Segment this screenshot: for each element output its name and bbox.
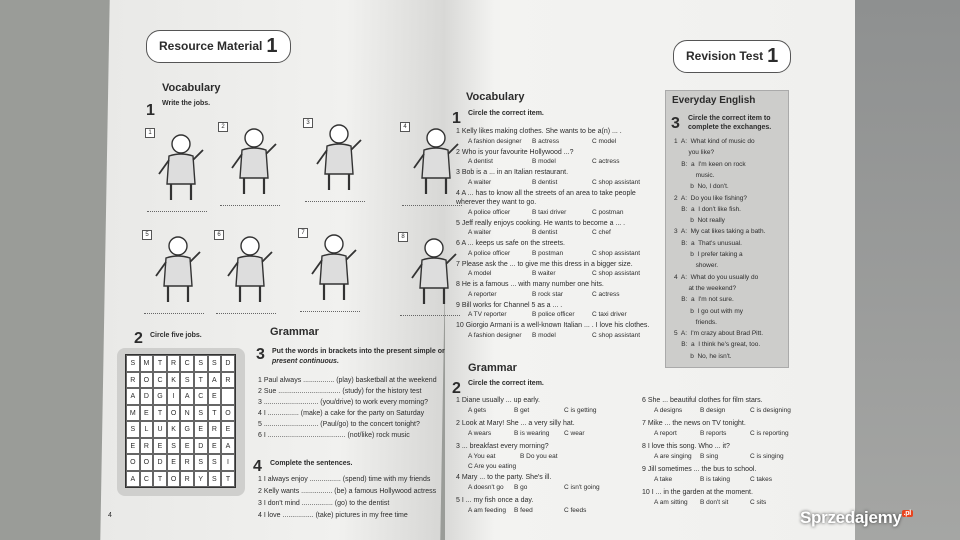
exchange-line: 3 A: My cat likes taking a bath.	[674, 228, 766, 236]
option-a: A doesn't go	[468, 484, 504, 491]
grid-cell[interactable]: S	[194, 355, 208, 372]
left-header-number: 1	[266, 35, 278, 57]
grid-cell[interactable]: S	[180, 372, 194, 389]
left-header	[146, 30, 291, 63]
right-header	[673, 40, 791, 73]
grid-cell[interactable]: D	[194, 438, 208, 455]
option-c: C is designing	[750, 407, 791, 414]
job-picture-7	[298, 228, 362, 306]
option-a: A report	[654, 430, 677, 437]
option-a: A waiter	[468, 178, 492, 186]
option-a: A am sitting	[654, 499, 688, 506]
grammar-question: 9 Jill sometimes ... the bus to school.	[642, 466, 757, 473]
vocab-question: 3 Bob is a ... in an Italian restaurant.	[456, 169, 569, 176]
grammar-item: 5 ............................ (Paul/go) to the concert tonight?	[258, 421, 420, 428]
answer-line[interactable]	[144, 313, 204, 314]
job-picture-2	[218, 122, 282, 200]
person-illustration-icon	[226, 124, 282, 198]
option-b: B postman	[532, 249, 564, 257]
option-a: A dentist	[468, 158, 493, 165]
option-b: B get	[514, 407, 530, 414]
job-picture-8	[398, 232, 462, 310]
exchange-line: 5 A: I'm crazy about Brad Pitt.	[674, 330, 764, 338]
option-b: B design	[700, 407, 726, 414]
grid-cell[interactable]: E	[194, 421, 208, 438]
answer-line[interactable]	[300, 311, 360, 312]
word-search-grid	[125, 354, 236, 488]
grid-cell[interactable]: N	[180, 405, 194, 422]
option-c: C shop assistant	[592, 270, 641, 277]
option-c: C isn't going	[564, 484, 600, 491]
grid-cell[interactable]: C	[180, 355, 194, 372]
option-c: C wear	[564, 430, 585, 437]
grid-cell[interactable]: R	[180, 471, 194, 488]
grid-cell[interactable]: E	[140, 405, 154, 422]
vocab-question: 6 A ... keeps us safe on the streets.	[456, 240, 565, 247]
vocab-question: 9 Bill works for Channel 5 as a ... .	[456, 301, 563, 309]
answer-line[interactable]	[402, 205, 462, 206]
person-illustration-icon	[153, 130, 209, 204]
answer-line[interactable]	[400, 315, 460, 316]
grid-cell[interactable]: D	[221, 355, 235, 372]
left-ex3-instruction-line1: Put the words in brackets into the present simple or	[272, 348, 445, 355]
grid-cell[interactable]: K	[167, 421, 181, 438]
grid-cell[interactable]: S	[126, 355, 140, 372]
grid-cell[interactable]: E	[208, 438, 222, 455]
option-a: A TV reporter	[468, 311, 507, 318]
answer-line[interactable]	[220, 205, 280, 206]
left-grammar-title: Grammar	[270, 326, 319, 338]
grid-cell[interactable]: C	[140, 471, 154, 488]
vocab-question: 2 Who is your favourite Hollywood ...?	[456, 148, 574, 156]
grid-cell[interactable]: E	[167, 454, 181, 471]
grid-cell[interactable]: A	[208, 372, 222, 389]
grid-cell[interactable]: S	[208, 471, 222, 488]
grid-cell[interactable]: S	[194, 405, 208, 422]
complete-item: 1 I always enjoy ................ (spend) time with my friends	[258, 476, 431, 483]
job-picture-1	[145, 128, 209, 206]
grid-cell[interactable]: E	[208, 388, 222, 405]
option-b: B Do you eat	[520, 453, 558, 460]
grid-cell[interactable]: O	[167, 471, 181, 488]
grammar-item: 1 Paul always ................ (play) basketball at the weekend	[258, 377, 437, 384]
exchange-line: b I prefer taking a	[674, 251, 743, 258]
answer-line[interactable]	[305, 201, 365, 202]
grid-cell[interactable]: O	[140, 372, 154, 389]
grid-cell[interactable]: S	[126, 421, 140, 438]
grid-cell[interactable]: E	[221, 421, 235, 438]
right-ex2-number: 2	[452, 380, 461, 397]
option-a: A You eat	[468, 453, 496, 460]
option-c: C shop assistant	[592, 178, 641, 186]
left-ex4-number: 4	[253, 458, 262, 475]
left-header-label: Resource Material	[159, 39, 263, 53]
grid-cell[interactable]: I	[221, 454, 235, 471]
right-ex2-instruction: Circle the correct item.	[468, 380, 544, 387]
watermark-suffix: .pl	[903, 510, 911, 517]
option-c: C is getting	[564, 407, 597, 414]
everyday-english-title: Everyday English	[672, 95, 756, 106]
grid-cell[interactable]: I	[167, 388, 181, 405]
watermark-text: Sprzedajemy	[800, 508, 902, 527]
grid-cell[interactable]: O	[167, 405, 181, 422]
grammar-item: 4 I ................ (make) a cake for the party on Saturday	[258, 410, 425, 417]
right-page	[445, 0, 857, 540]
picture-number: 2	[218, 122, 228, 132]
word-search-box	[117, 348, 245, 496]
left-page-number: 4	[108, 512, 112, 519]
grid-cell[interactable]: C	[194, 388, 208, 405]
grid-cell[interactable]: L	[140, 421, 154, 438]
grid-cell[interactable]: A	[126, 388, 140, 405]
left-ex3-number: 3	[256, 346, 265, 363]
exchange-line: 4 A: What do you usually do	[674, 273, 759, 281]
grid-cell[interactable]: T	[153, 405, 167, 422]
picture-number: 1	[145, 128, 155, 138]
right-header-label: Revision Test	[686, 49, 764, 63]
grid-cell[interactable]: A	[221, 438, 235, 455]
option-c: C is singing	[750, 453, 784, 460]
grammar-question: 1 Diane usually ... up early.	[456, 397, 540, 404]
option-c: C Are you eating	[468, 463, 517, 470]
option-b: B rock star	[532, 290, 564, 298]
grid-cell[interactable]: M	[126, 405, 140, 422]
job-picture-4	[400, 122, 464, 200]
grid-cell[interactable]: T	[221, 471, 235, 488]
option-b: B model	[532, 331, 556, 339]
option-a: A reporter	[468, 290, 497, 298]
option-b: B police officer	[532, 311, 575, 318]
right-header-number: 1	[767, 45, 779, 67]
grid-cell[interactable]: D	[153, 454, 167, 471]
ee-instruction-line2: complete the exchanges.	[688, 124, 772, 131]
left-ex4-instruction: Complete the sentences.	[270, 460, 353, 467]
exchange-line: 1 A: What kind of music do	[674, 138, 755, 145]
grid-cell[interactable]: R	[208, 421, 222, 438]
grid-cell[interactable]: O	[126, 454, 140, 471]
person-illustration-icon	[306, 230, 362, 304]
grid-cell[interactable]: T	[194, 372, 208, 389]
vocab-question: 1 Kelly likes making clothes. She wants to be a(n) ... .	[456, 128, 622, 135]
left-ex1-number: 1	[146, 102, 155, 119]
option-b: B reports	[700, 430, 727, 437]
grid-cell[interactable]: S	[208, 355, 222, 372]
option-a: A model	[468, 270, 492, 277]
grammar-item: 2 Sue ................................ (study) for the history test	[258, 388, 422, 395]
option-c: C taxi driver	[592, 311, 627, 318]
grid-cell[interactable]: S	[208, 454, 222, 471]
option-a: A wears	[468, 430, 492, 437]
grid-cell[interactable]: E	[126, 438, 140, 455]
everyday-english-box	[665, 90, 789, 368]
option-b: B dentist	[532, 178, 558, 186]
vocab-question: 10 Giorgio Armani is a well-known Italian ... . I love his clothes.	[456, 322, 650, 329]
left-ex3-instruction-line2: present continuous.	[272, 358, 339, 365]
exchange-line: music.	[674, 171, 715, 179]
grid-cell[interactable]: T	[208, 405, 222, 422]
vocab-question: 4 A ... has to know all the streets of an area to take people	[456, 189, 636, 197]
desk-background	[855, 0, 960, 540]
option-a: A police officer	[468, 208, 511, 216]
grammar-question: 5 I ... my fish once a day.	[456, 497, 534, 504]
person-illustration-icon	[222, 232, 278, 306]
exchange-line: B: a I'm not sure.	[674, 296, 734, 304]
grammar-question: 3 ... breakfast every morning?	[456, 443, 549, 450]
exchange-line: B: a That's unusual.	[674, 239, 742, 247]
complete-item: 3 I don't mind ................ (go) to the dentist	[258, 500, 390, 507]
option-c: C actress	[592, 290, 620, 298]
picture-number: 7	[298, 228, 308, 238]
option-c: C takes	[750, 476, 773, 483]
complete-item: 2 Kelly wants ................ (be) a famous Hollywood actress	[258, 488, 437, 495]
exchange-line: B: a I'm keen on rock	[674, 160, 746, 168]
picture-number: 3	[303, 118, 313, 128]
option-c: C chef	[592, 229, 611, 236]
vocab-question: 8 He is a famous ... with many number one hits.	[456, 281, 604, 288]
picture-number: 6	[214, 230, 224, 240]
grid-cell[interactable]: Y	[194, 471, 208, 488]
option-c: C sits	[750, 499, 767, 506]
person-illustration-icon	[311, 120, 367, 194]
option-b: B sing	[700, 453, 719, 460]
job-picture-5	[142, 230, 206, 308]
grid-cell[interactable]: R	[167, 355, 181, 372]
exchange-line: b No, I don't.	[674, 183, 729, 191]
exchange-line: you like?	[674, 149, 715, 157]
left-vocabulary-title: Vocabulary	[162, 82, 221, 94]
grid-cell[interactable]: R	[180, 454, 194, 471]
option-c: C postman	[592, 208, 624, 216]
grammar-question: 4 Mary ... to the party. She's ill.	[456, 474, 552, 481]
grid-cell[interactable]: E	[153, 438, 167, 455]
grammar-item: 6 I ........................................ (not/like) rock music	[258, 432, 410, 439]
grid-cell[interactable]: S	[167, 438, 181, 455]
ee-instruction-line1: Circle the correct item to	[688, 115, 771, 122]
option-c: C shop assistant	[592, 331, 641, 339]
option-a: A am feeding	[468, 507, 506, 514]
option-b: B waiter	[532, 270, 556, 277]
option-a: A police officer	[468, 249, 511, 257]
option-a: A designs	[654, 407, 683, 414]
picture-number: 4	[400, 122, 410, 132]
grid-cell[interactable]: A	[126, 471, 140, 488]
grid-cell[interactable]: G	[180, 421, 194, 438]
grid-cell[interactable]: D	[140, 388, 154, 405]
grid-cell[interactable]: O	[140, 454, 154, 471]
complete-item: 4 I love ................ (take) pictures in my free time	[258, 512, 408, 519]
right-ex1-instruction: Circle the correct item.	[468, 110, 544, 117]
grammar-item: 3 ............................ (you/drive) to work every morning?	[258, 399, 428, 406]
person-illustration-icon	[406, 234, 462, 308]
picture-number: 5	[142, 230, 152, 240]
option-b: B go	[514, 484, 528, 491]
option-a: A fashion designer	[468, 137, 522, 145]
grid-cell[interactable]: T	[153, 471, 167, 488]
left-ex2-instruction: Circle five jobs.	[150, 332, 202, 339]
exchange-line: B: a I don't like fish.	[674, 205, 741, 213]
exchange-line: b I go out with my	[674, 307, 743, 315]
grammar-question: 8 I love this song. Who ... it?	[642, 443, 730, 450]
grid-cell[interactable]: A	[180, 388, 194, 405]
grid-cell[interactable]	[221, 388, 235, 405]
grid-cell[interactable]: G	[153, 388, 167, 405]
option-a: A waiter	[468, 229, 492, 236]
option-b: B taxi driver	[532, 208, 567, 216]
right-vocabulary-title: Vocabulary	[466, 91, 525, 103]
option-b: B is wearing	[514, 430, 550, 437]
option-b: B actress	[532, 137, 560, 145]
grammar-question: 7 Mike ... the news on TV tonight.	[642, 420, 746, 427]
person-illustration-icon	[150, 232, 206, 306]
exchange-line: shower.	[674, 262, 719, 270]
picture-number: 8	[398, 232, 408, 242]
option-b: B is taking	[700, 476, 730, 483]
option-b: B don't sit	[700, 499, 729, 506]
job-picture-3	[303, 118, 367, 196]
grid-cell[interactable]: U	[153, 421, 167, 438]
option-a: A gets	[468, 407, 487, 414]
grid-cell[interactable]: R	[126, 372, 140, 389]
option-b: B model	[532, 158, 556, 165]
grid-cell[interactable]: T	[153, 355, 167, 372]
exchange-line: B: a I think he's great, too.	[674, 341, 761, 349]
left-ex1-instruction: Write the jobs.	[162, 100, 211, 107]
option-c: C model	[592, 137, 617, 145]
option-b: B feed	[514, 507, 533, 514]
grid-cell[interactable]: E	[180, 438, 194, 455]
grid-cell[interactable]: K	[167, 372, 181, 389]
exchange-line: friends.	[674, 318, 717, 326]
exchange-line: at the weekend?	[674, 284, 737, 292]
option-b: B dentist	[532, 229, 558, 236]
option-a: A are singing	[654, 453, 692, 460]
option-c: C is reporting	[750, 430, 789, 437]
watermark-logo	[800, 508, 913, 528]
ee-number: 3	[671, 115, 680, 132]
grid-cell[interactable]: R	[221, 372, 235, 389]
exchange-line: b No, he isn't.	[674, 352, 732, 360]
vocab-question: wherever they want to go.	[456, 199, 537, 206]
left-ex2-number: 2	[134, 330, 143, 347]
option-a: A fashion designer	[468, 331, 522, 339]
option-a: A take	[654, 476, 673, 483]
option-c: C feeds	[564, 507, 587, 514]
grammar-question: 2 Look at Mary! She ... a very silly hat.	[456, 420, 575, 427]
vocab-question: 5 Jeff really enjoys cooking. He wants to become a ... .	[456, 219, 626, 227]
grid-cell[interactable]: C	[153, 372, 167, 389]
option-c: C actress	[592, 158, 620, 165]
option-c: C shop assistant	[592, 249, 641, 257]
grid-cell[interactable]: M	[140, 355, 154, 372]
right-ex1-number: 1	[452, 110, 461, 127]
grid-cell[interactable]: O	[221, 405, 235, 422]
exchange-line: 2 A: Do you like fishing?	[674, 194, 747, 202]
job-picture-6	[214, 230, 278, 308]
exchange-line: b Not really	[674, 217, 725, 225]
grammar-question: 10 I ... in the garden at the moment.	[642, 489, 753, 496]
vocab-question: 7 Please ask the ... to give me this dress in a bigger size.	[456, 260, 633, 268]
grammar-question: 6 She ... beautiful clothes for film stars.	[642, 397, 763, 404]
right-grammar-title: Grammar	[468, 362, 517, 374]
answer-line[interactable]	[216, 313, 276, 314]
answer-line[interactable]	[147, 211, 207, 212]
grid-cell[interactable]: R	[140, 438, 154, 455]
grid-cell[interactable]: S	[194, 454, 208, 471]
